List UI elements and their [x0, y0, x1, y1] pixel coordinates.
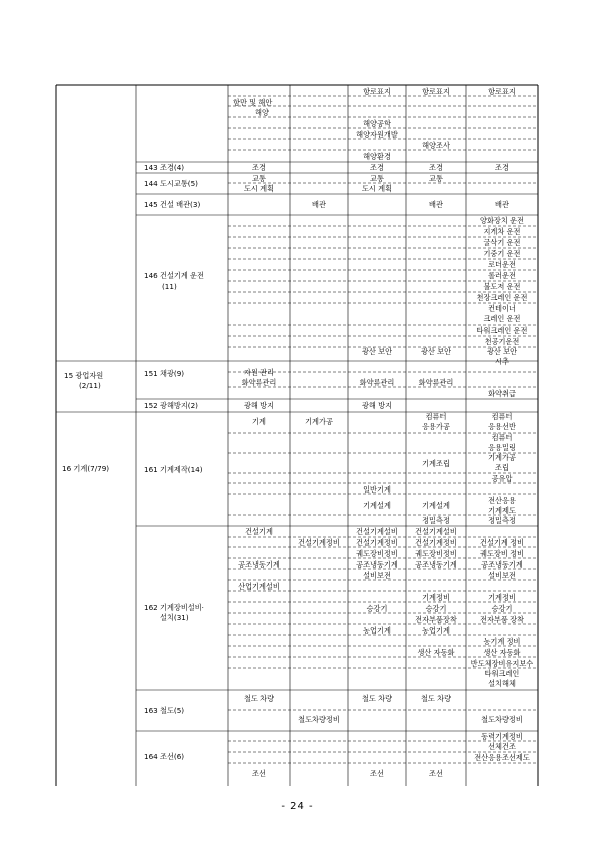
table-cell: 롤러운전 [488, 271, 516, 280]
table-cell: 조경 [495, 163, 509, 172]
table-cell: 해양공학 [363, 119, 391, 128]
table-cell: 화약류관리 [241, 378, 277, 387]
table-cell: 기계가공 [488, 453, 516, 462]
field-label: 162 기계장비설비· [144, 603, 204, 612]
table-cell: 공조냉동기계 [356, 560, 398, 569]
table-cell: 타워크레인 [484, 669, 520, 678]
table-cell: 기계조립 [422, 459, 450, 468]
table-cell: 동력기계정비 [481, 732, 523, 741]
table-cell: 공조냉동기계 [481, 560, 523, 569]
table-cell: 궤도장비 정비 [480, 549, 524, 558]
table-cell: 건설기계설비 [415, 527, 457, 536]
table-cell: 건설기계 [245, 527, 273, 536]
table-cell: 천장크레인 운전 [476, 293, 528, 302]
field-label: 164 조선(6) [144, 752, 185, 761]
table-cell: 일반기계 [363, 485, 391, 494]
table-cell: 승강기 [491, 604, 513, 613]
table-cell: 철도 차량 [361, 694, 393, 703]
table-cell: 교통 [370, 174, 384, 183]
table-cell: 컴퓨터 [491, 412, 513, 421]
table-cell: 해양조사 [422, 141, 450, 150]
table-cell: 항로표지 [488, 87, 516, 96]
table-cell: 궤도장비정비 [356, 549, 398, 558]
table-cell: 화약류관리 [418, 378, 454, 387]
table-cell: 천공기운전 [484, 337, 520, 346]
table-cell: 조선 [370, 769, 384, 778]
table-cell: 해양 [255, 108, 269, 117]
table-cell: 기계가공 [305, 417, 333, 426]
table-cell: 조경 [429, 163, 443, 172]
table-cell: 광산 보안 [486, 347, 518, 356]
table-cell: 건설기계정비 [298, 538, 340, 547]
table-cell: 건설기계정비 [415, 538, 457, 547]
table-cell: 공조냉동기계 [238, 560, 280, 569]
table-cell: 컴퓨터 [425, 412, 447, 421]
table-cell: 산업기계설비 [238, 582, 280, 591]
table-cell: 기계설계 [422, 501, 450, 510]
table-cell: 광해 방지 [361, 401, 393, 410]
table-cell: 응용가공 [422, 422, 450, 431]
table-cell: 불도저 운전 [483, 282, 521, 291]
table-cell: 크레인 운전 [483, 314, 521, 323]
table-cell: 설치해체 [488, 679, 516, 688]
table-cell: 도시 계획 [361, 184, 393, 193]
table-cell: 궤도장비정비 [415, 549, 457, 558]
table-cell: 건설기계 정비 [480, 538, 524, 547]
table-cell: 교통 [252, 174, 266, 183]
table-cell: 승강기 [366, 604, 388, 613]
table-cell: 교통 [429, 174, 443, 183]
table-cell: 해양환경 [363, 152, 391, 161]
table-cell: 전자부품장착 [415, 615, 457, 624]
field-label: 144 도시교통(5) [144, 179, 198, 188]
field-label: 146 건설기계 운전 [144, 271, 204, 280]
table-cell: 타워크레인 운전 [476, 326, 528, 335]
table-cell: 도시 계획 [243, 184, 275, 193]
field-label: 145 건설 배관(3) [144, 200, 201, 209]
table-cell: 기계정비 [488, 593, 516, 602]
field-label: 151 채광(9) [144, 369, 185, 378]
table-cell: 굴삭기 운전 [483, 238, 521, 247]
table-cell: 조립 [495, 463, 509, 472]
table-cell: 생산 자동화 [483, 648, 521, 657]
group-label-sub: (2/11) [79, 381, 101, 390]
table-cell: 조선 [252, 769, 266, 778]
table-cell: 기계제도 [488, 506, 516, 515]
table-cell: 승강기 [425, 604, 447, 613]
table-cell: 전자부품 장착 [480, 615, 524, 624]
table-cell: 설비보전 [363, 571, 391, 580]
table-cell: 철도 차량 [243, 694, 275, 703]
field-label: 143 조경(4) [144, 163, 185, 172]
page-number: - 24 - [281, 801, 314, 812]
table-cell: 응용밀링 [488, 443, 516, 452]
table-cell: 기계설계 [363, 501, 391, 510]
table-cell: 정밀측정 [488, 516, 516, 525]
table-cell: 정밀측정 [422, 516, 450, 525]
table-cell: 농업기계 [422, 626, 450, 635]
table-cell: 철도 차량 [420, 694, 452, 703]
table-cell: 양화장치 운전 [480, 216, 524, 225]
table-cell: 설비보전 [488, 571, 516, 580]
table-cell: 철도차량정비 [298, 715, 340, 724]
table-cell: 기계정비 [422, 593, 450, 602]
field-label-sub: (11) [162, 282, 177, 291]
table-cell: 조경 [252, 163, 266, 172]
table-cell: 공조냉동기계 [415, 560, 457, 569]
table-cell: 건설기계설비 [356, 527, 398, 536]
group-label: 15 광업자원 [64, 371, 104, 380]
table-cell: 컨테이너 [488, 304, 516, 313]
table-cell: 배관 [312, 200, 326, 209]
table-cell: 응용선반 [488, 422, 516, 431]
table-cell: 공유압 [491, 474, 513, 483]
table-cell: 광산 보안 [420, 347, 452, 356]
field-label: 161 기계제작(14) [144, 465, 203, 474]
field-label: 152 광해방지(2) [144, 401, 198, 410]
table-cell: 기계 [252, 417, 266, 426]
table-cell: 전산응용조선제도 [474, 753, 530, 762]
group-label: 16 기계(7/79) [62, 464, 110, 473]
table-cell: 화약취급 [488, 389, 516, 398]
table-cell: 항만 및 해안 [233, 98, 273, 107]
table-cell: 해양자원개발 [356, 130, 398, 139]
table-cell: 배관 [495, 200, 509, 209]
table-cell: 농기계 정비 [483, 637, 521, 646]
table-cell: 항로표지 [422, 87, 450, 96]
table-cell: 농업기계 [363, 626, 391, 635]
table-cell: 반도체장비유지보수 [470, 659, 534, 668]
table-cell: 시추 [495, 357, 509, 366]
table-cell: 화약류관리 [359, 378, 395, 387]
field-label-sub: 설치(31) [160, 613, 189, 622]
table-cell: 지게차 운전 [483, 227, 521, 236]
table-cell: 조선 [429, 769, 443, 778]
table-cell: 항로표지 [363, 87, 391, 96]
table-cell: 로더운전 [488, 260, 516, 269]
table-cell: 자원 관리 [243, 368, 275, 377]
table-cell: 선체건조 [488, 742, 516, 751]
table-cell: 철도차량정비 [481, 715, 523, 724]
table-cell: 기중기 운전 [483, 249, 521, 258]
table-cell: 광산 보안 [361, 347, 393, 356]
table-cell: 배관 [429, 200, 443, 209]
table-cell: 광해 방지 [243, 401, 275, 410]
table-cell: 컴퓨터 [491, 433, 513, 442]
table-cell: 조경 [370, 163, 384, 172]
field-label: 163 철도(5) [144, 706, 185, 715]
table-cell: 전산응용 [488, 496, 516, 505]
table-cell: 건설기계정비 [356, 538, 398, 547]
table-cell: 생산 자동화 [417, 648, 455, 657]
